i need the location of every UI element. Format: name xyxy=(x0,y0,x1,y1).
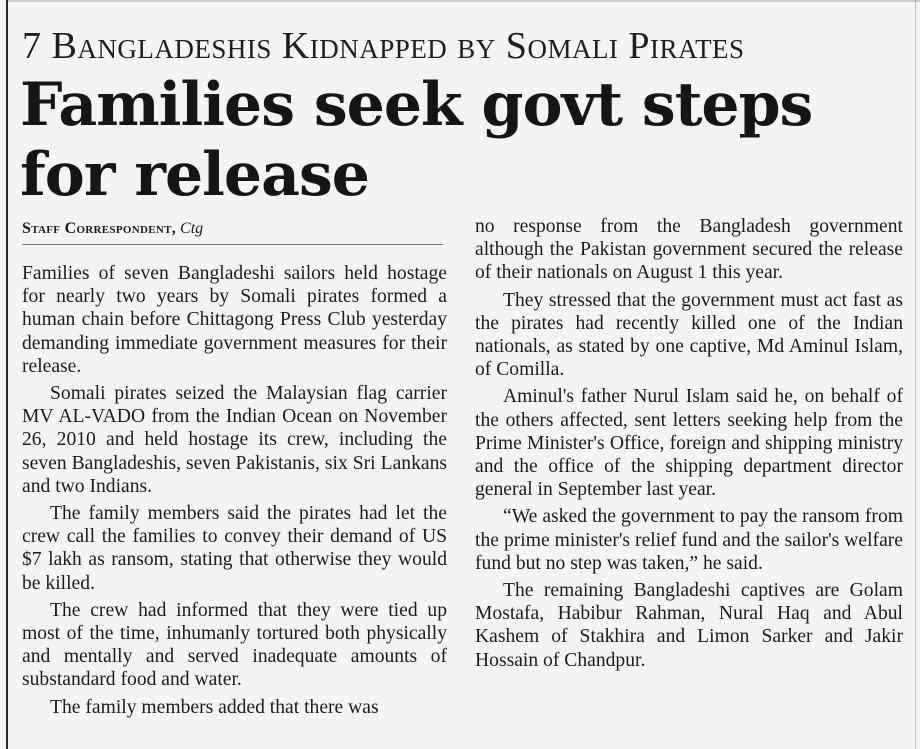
article-headline: Families seek govt steps for release xyxy=(20,70,813,210)
byline xyxy=(22,219,442,239)
paragraph: The family members said the pirates had let the crew call the families to convey their demand of US $7 lakh as ransom, stating that otherwise they would be killed. xyxy=(22,503,447,594)
article-kicker: 7 Bangladeshis Kidnapped by Somali Pirates xyxy=(22,25,745,67)
byline-divider xyxy=(22,244,443,245)
paragraph: The remaining Bangladeshi captives are Golam Mostafa, Habibur Rahman, Nural Haq and Abul Kashem of Stakhira and Limon Sarker and Jakir Hossain of Chandpur. xyxy=(475,580,903,671)
paragraph: They stressed that the government must act fast as the pirates had recently killed one of the Indian nationals, as stated by one captive, Md Aminul Islam, of Comilla. xyxy=(475,289,903,381)
page-top-border xyxy=(6,0,920,2)
paragraph: no response from the Bangladesh government although the Pakistan government secured the release of their nationals on August 1 this year. xyxy=(475,216,903,284)
article-column-right xyxy=(475,215,903,676)
paragraph: Families of seven Bangladeshi sailors held hostage for nearly two years by Somali pirates formed a human chain before Chittagong Press Club yesterday demanding immediate government measures for their release. xyxy=(22,263,447,377)
byline-name: Staff Correspondent, xyxy=(22,220,177,237)
column-rule-left xyxy=(6,0,8,749)
article-column-left xyxy=(22,262,447,723)
paragraph: Somali pirates seized the Malaysian flag carrier MV AL-VADO from the Indian Ocean on November 26, 2010 and held hostage its crew, including the seven Bangladeshis, seven Pakistanis, six Sri Lankans and two Indians. xyxy=(22,383,447,497)
paragraph: “We asked the government to pay the ransom from the prime minister's relief fund and the sailor's welfare fund but no step was taken,” he said. xyxy=(475,506,903,574)
page-right-border xyxy=(915,0,916,749)
paragraph: The crew had informed that they were tied up most of the time, inhumanly tortured both physically and mentally and served inadequate amounts of substandard food and water. xyxy=(22,599,447,691)
paragraph: The family members added that there was xyxy=(50,696,379,718)
paragraph: Aminul's father Nurul Islam said he, on behalf of the others affected, sent letters seeking help from the Prime Minister's Office, foreign and shipping ministry and the office of the shipping department director general in September last year. xyxy=(475,386,903,501)
byline-location: Ctg xyxy=(180,220,204,237)
